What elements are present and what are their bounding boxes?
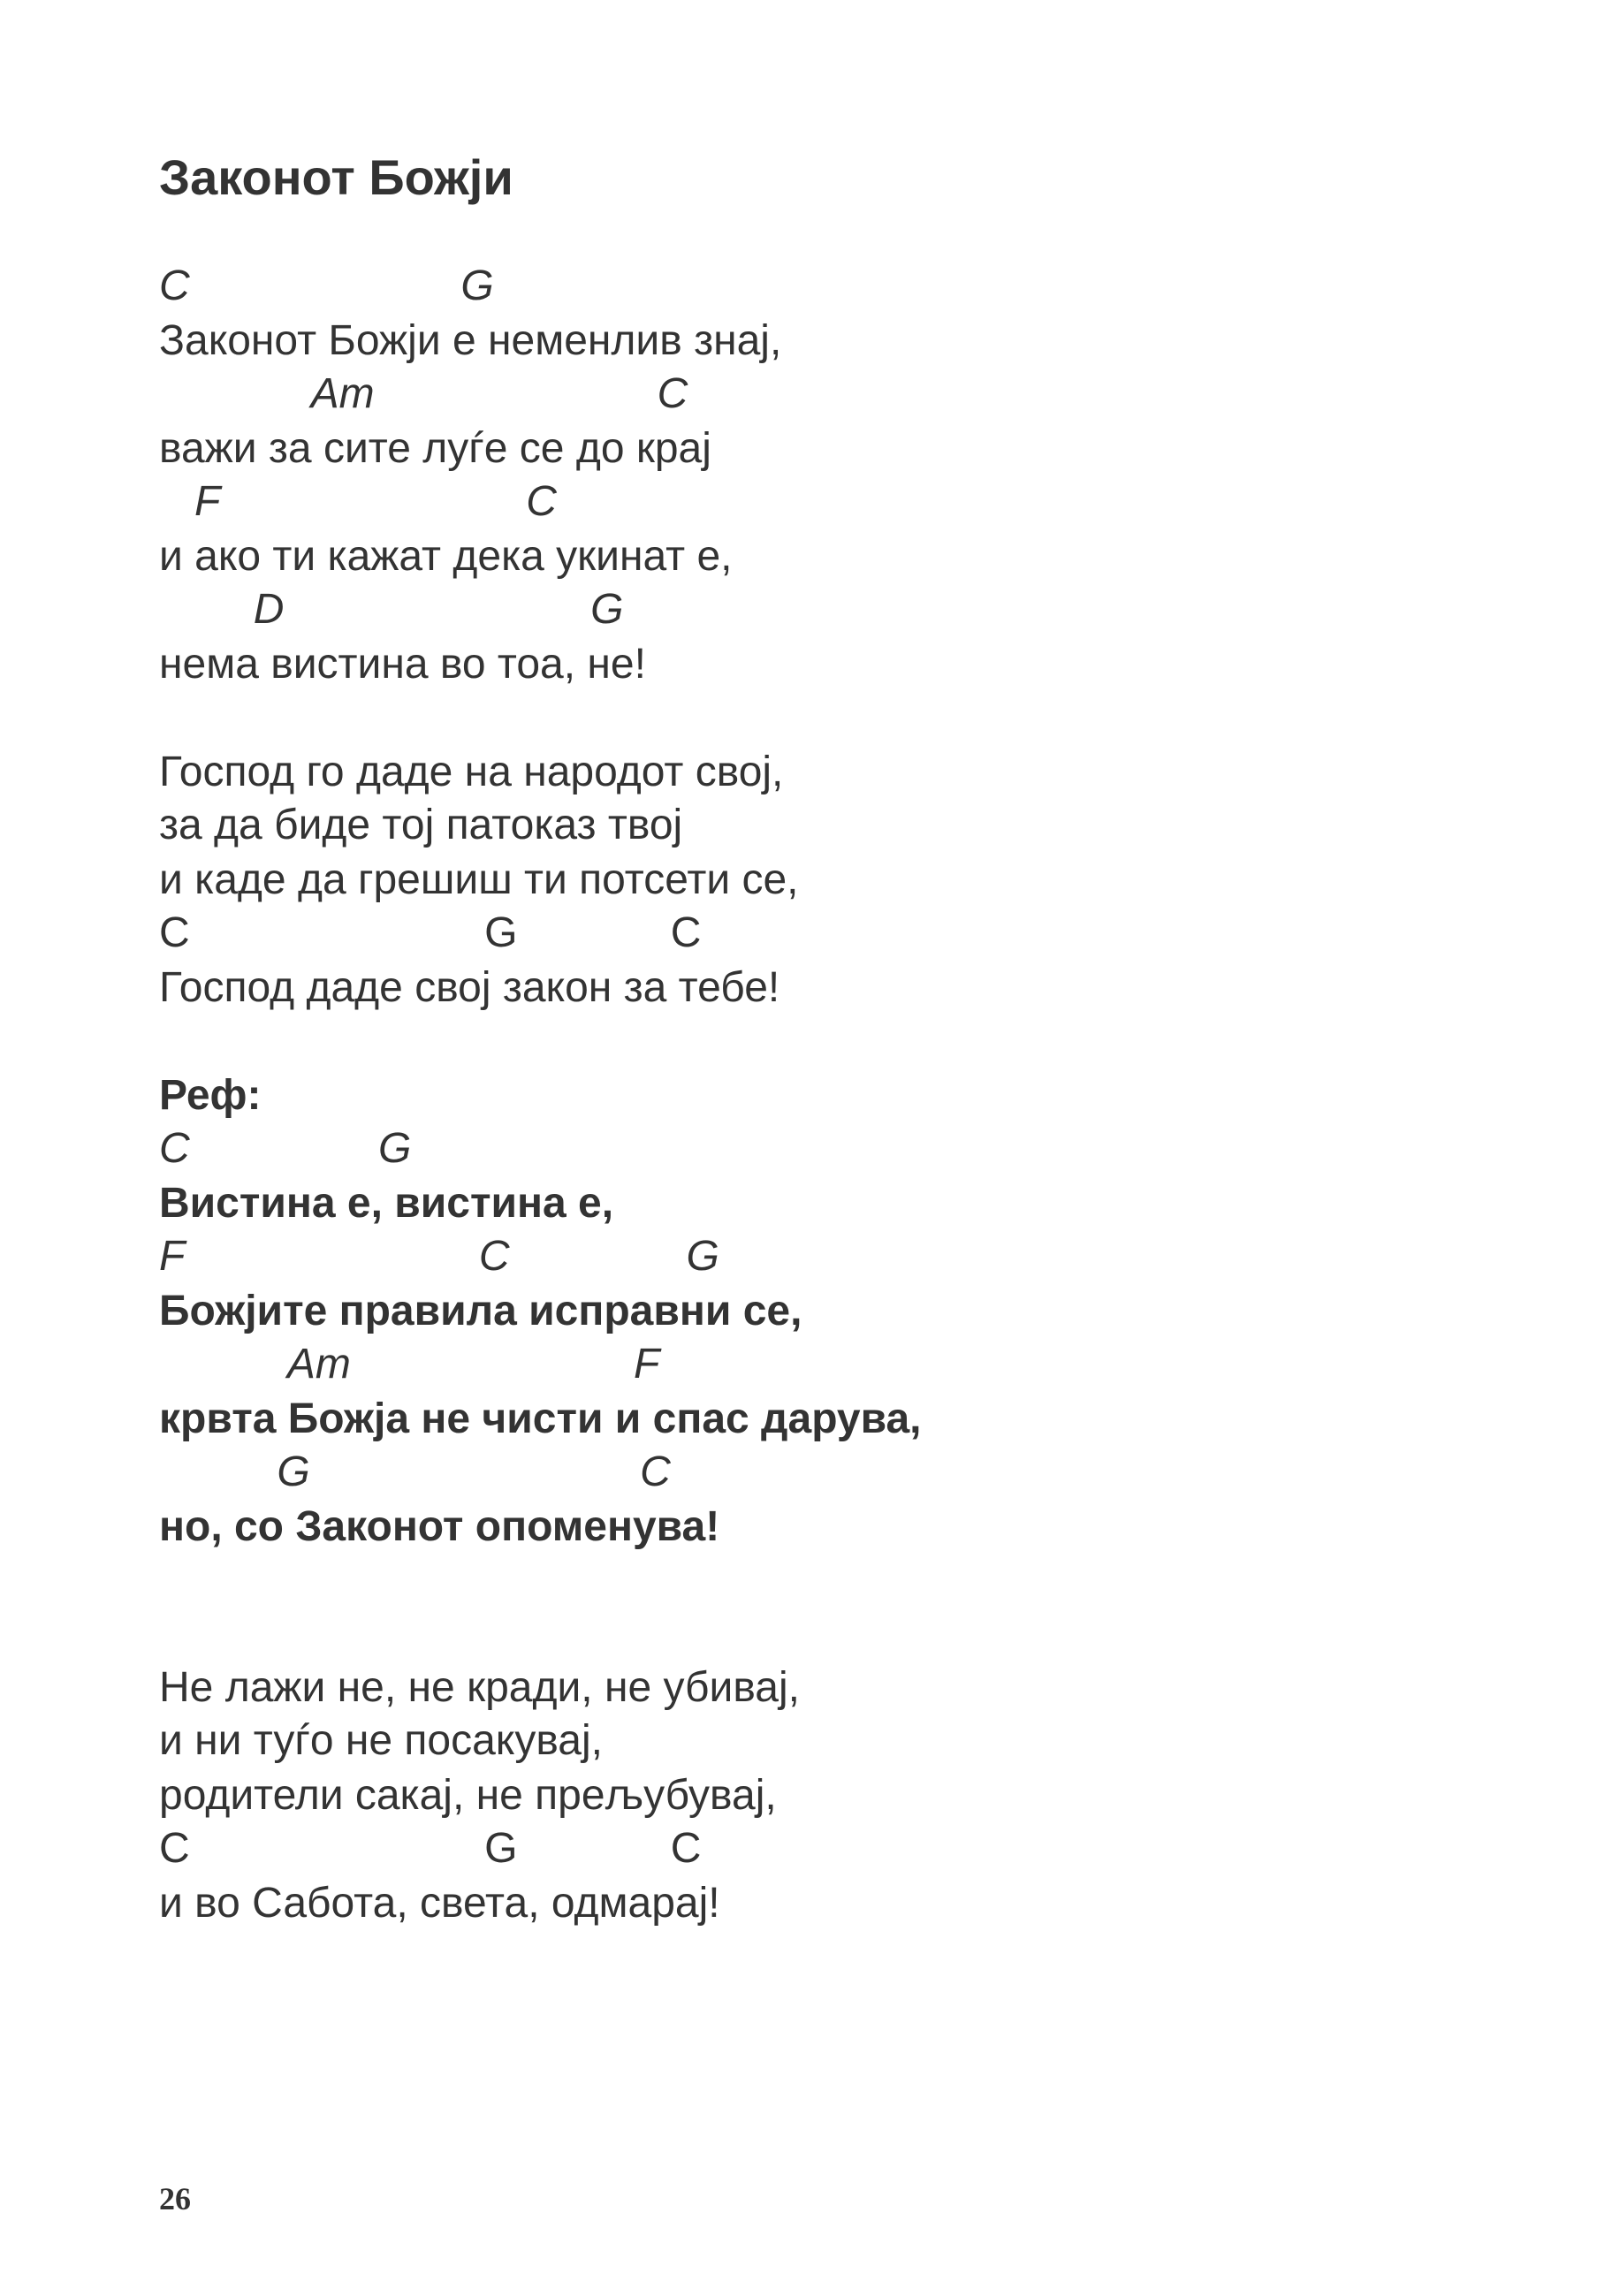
chord-line: C G C — [159, 909, 702, 956]
chord-line: F C — [159, 478, 557, 525]
chord-line: Am C — [159, 370, 688, 417]
chord-line: C G C — [159, 1825, 702, 1872]
chord-line: D G — [159, 586, 624, 633]
lyric-line: и ако ти кажат дека укинат е, — [159, 533, 733, 580]
lyric-line: Законот Божји е неменлив знај, — [159, 317, 782, 364]
chord-line: C G — [159, 262, 494, 309]
lyric-line: за да биде тој патоказ твој — [159, 802, 683, 848]
lyric-line: и во Сабота, света, одмарај! — [159, 1880, 720, 1927]
refrain-label: Реф: — [159, 1072, 262, 1119]
lyric-line: нема вистина во тоа, не! — [159, 641, 646, 688]
chord-line: Am F — [159, 1341, 660, 1387]
lyric-line: Божјите правила исправни се, — [159, 1288, 802, 1334]
lyric-line: родители сакај, не прељубувај, — [159, 1772, 777, 1819]
song-title: Законот Божји — [159, 149, 513, 205]
lyric-line: Господ го даде на народот свој, — [159, 749, 784, 795]
lyric-line: крвта Божја не чисти и спас дарува, — [159, 1395, 922, 1442]
lyric-line: но, со Законот опоменува! — [159, 1503, 720, 1550]
chord-line: F C G — [159, 1233, 719, 1280]
page-number: 26 — [159, 2181, 191, 2216]
lyric-line: Господ даде свој закон за тебе! — [159, 964, 780, 1011]
lyric-line: и каде да грешиш ти потсети се, — [159, 856, 799, 903]
chord-line: C G — [159, 1125, 412, 1172]
lyric-line: Не лажи не, не кради, не убивај, — [159, 1664, 800, 1711]
lyric-line: Вистина е, вистина е, — [159, 1180, 614, 1227]
lyric-line: и ни туѓо не посакувај, — [159, 1717, 603, 1764]
lyric-line: важи за сите луѓе се до крај — [159, 425, 711, 472]
chord-line: G C — [159, 1448, 671, 1495]
